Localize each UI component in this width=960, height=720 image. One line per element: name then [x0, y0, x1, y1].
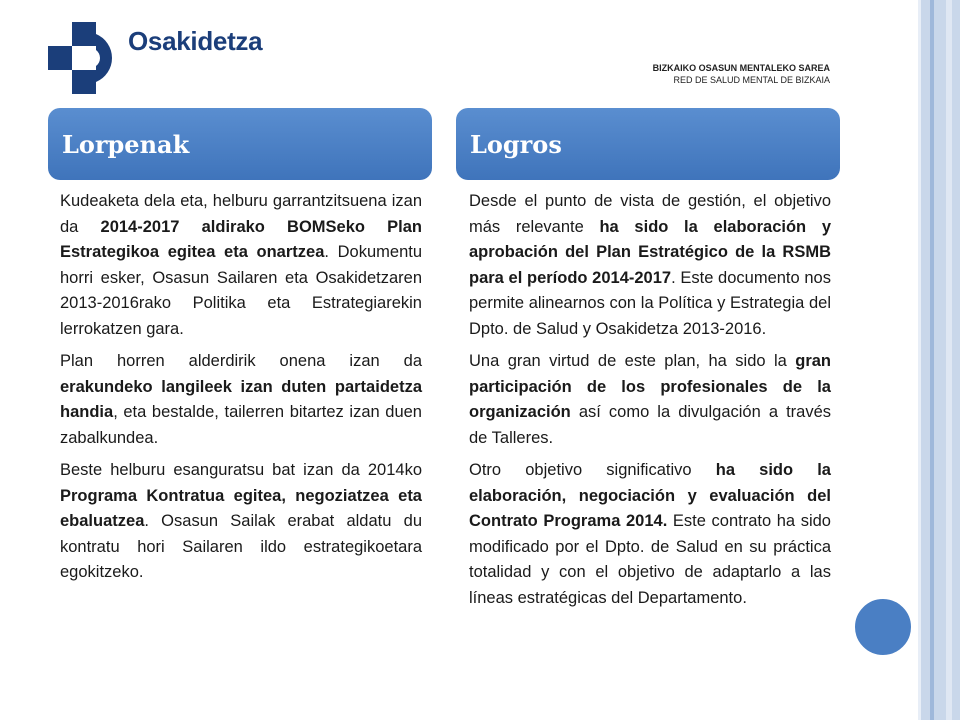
- frame-strip-line3: [946, 0, 952, 720]
- text: Este contrato ha sido modificado por el Dpto. de Salud en su práctica totalidad y con el objetivo de adaptarlo a las líneas estratégicas del Departamento.: [469, 512, 831, 607]
- paragraph: [60, 458, 422, 586]
- text-bold: ha sido la elaboración, negociación y evaluación del Contrato Programa 2014.: [469, 461, 831, 530]
- text: Kudeaketa dela eta, helburu garrantzitsuena izan da: [60, 192, 422, 236]
- header-logros: [456, 108, 840, 180]
- text: . Este documento nos permite alinearnos con la Política y Estrategia del Dpto. de Salud y Osakidetza 2013-2016.: [469, 268, 831, 338]
- text-bold: gran participación de los profesionales de la organización: [469, 352, 831, 421]
- text-bold: ha sido la elaboración y aprobación del Plan Estratégico de la RSMB para el período 2014-2017: [469, 217, 832, 287]
- org-name-eu: BIZKAIKO OSASUN MENTALEKO SAREA: [652, 63, 830, 73]
- osakidetza-logo-icon: [48, 22, 120, 96]
- paragraph: [60, 349, 422, 451]
- text: Beste helburu esanguratsu bat izan da 2014ko: [60, 461, 422, 479]
- text: . Dokumentu horri esker, Osasun Sailaren eta Osakidetzaren 2013-2016rako Politika eta Estrategiarekin lerrokatzen gara.: [60, 243, 423, 338]
- text: Plan horren alderdirik onena izan da: [60, 352, 422, 370]
- text: Una gran virtud de este plan, ha sido la: [469, 352, 796, 370]
- column-basque: [60, 189, 422, 593]
- header-logros-title: Logros: [470, 129, 562, 159]
- text-bold: erakundeko langileek izan duten partaidetza handia: [60, 377, 422, 421]
- header-lorpenak: [48, 108, 432, 180]
- paragraph: [469, 189, 831, 342]
- paragraph: [469, 349, 831, 451]
- text: , eta bestalde, tailerren bitartez izan duen zabalkundea.: [60, 403, 422, 447]
- text-bold: 2014-2017 aldirako BOMSeko Plan Estrategikoa egitea eta onartzea: [60, 217, 423, 261]
- brand-name: Osakidetza: [128, 26, 263, 56]
- org-name-es: RED DE SALUD MENTAL DE BIZKAIA: [673, 75, 830, 85]
- paragraph: [60, 189, 422, 342]
- text: Otro objetivo significativo: [469, 461, 716, 479]
- frame-strip-line1: [918, 0, 921, 720]
- text: . Osasun Sailak erabat aldatu du kontratu hori Sailaren ildo estrategikoetara egokitzeko.: [60, 512, 422, 581]
- text: Desde el punto de vista de gestión, el objetivo más relevante: [469, 192, 831, 236]
- decorative-circle: [852, 596, 914, 658]
- frame-strip-line2: [930, 0, 934, 720]
- column-spanish: [469, 189, 831, 618]
- header-lorpenak-title: Lorpenak: [62, 129, 190, 159]
- frame-strip-outer: [918, 0, 960, 720]
- text-bold: Programa Kontratua egitea, negoziatzea eta ebaluatzea: [60, 486, 422, 530]
- paragraph: [469, 458, 831, 611]
- text: así como la divulgación a través de Talleres.: [469, 403, 831, 447]
